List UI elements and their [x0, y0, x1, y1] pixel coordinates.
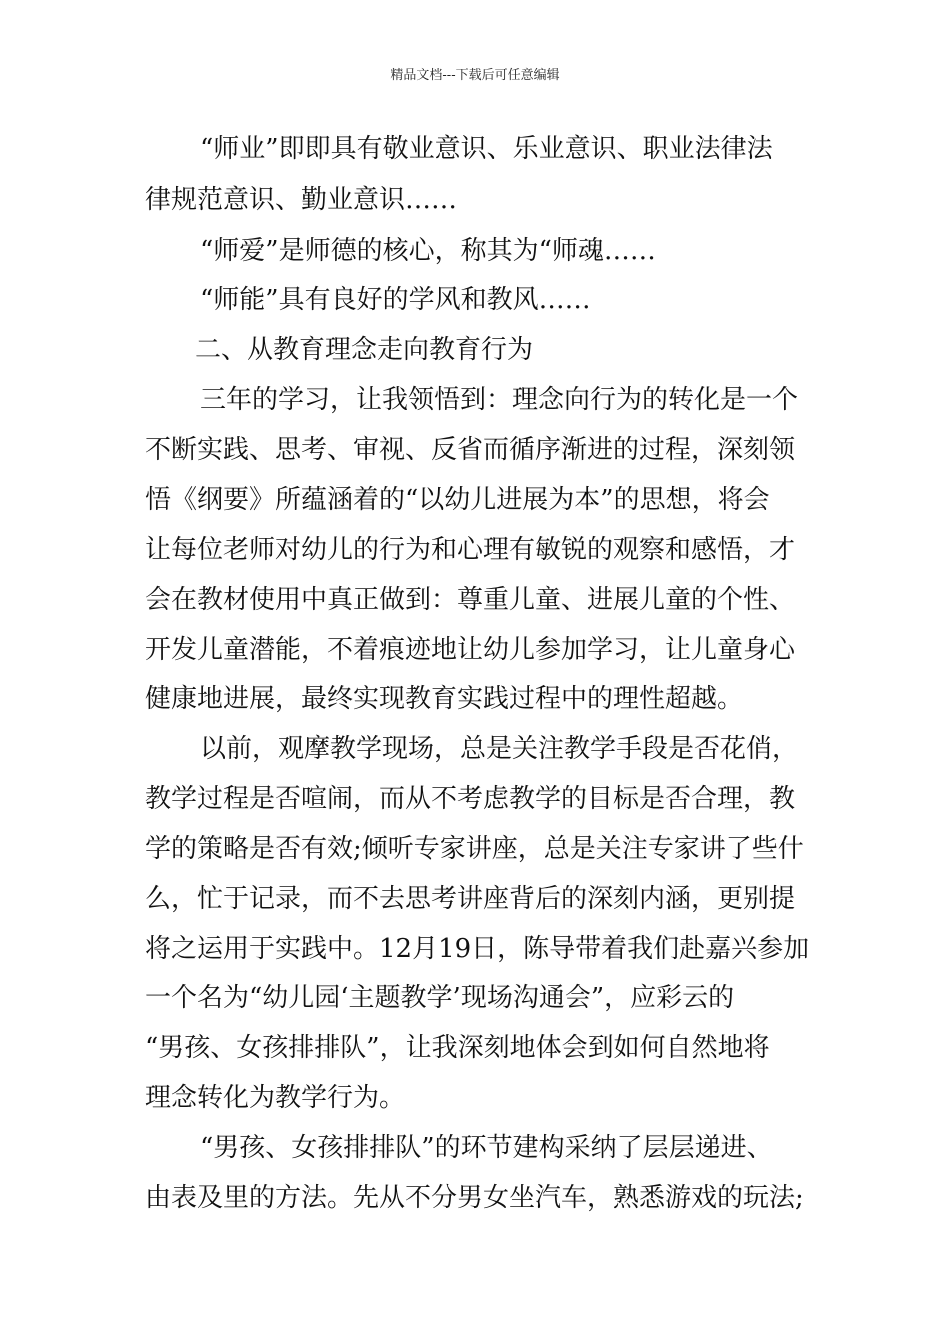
paragraph-line: 么，忙于记录，而不去思考讲座背后的深刻内涵，更别提	[145, 884, 796, 914]
paragraph-line: 以前，观摩教学现场，总是关注教学手段是否花俏，	[200, 734, 799, 764]
paragraph-line: 不断实践、思考、审视、反省而循序渐进的过程，深刻领	[145, 435, 796, 465]
page-header: 精品文档---下载后可任意编辑	[390, 68, 560, 83]
paragraph-line: 开发儿童潜能，不着痕迹地让幼儿参加学习，让儿童身心	[145, 635, 796, 665]
paragraph-line: 会在教材使用中真正做到：尊重儿童、进展儿童的个性、	[145, 585, 796, 615]
paragraph-line: 理念转化为教学行为。	[145, 1083, 406, 1113]
paragraph-line: “男孩、女孩排排队”，让我深刻地体会到如何自然地将	[145, 1033, 770, 1063]
paragraph-line: 一个名为“幼儿园‘主题教学’现场沟通会”，应彩云的	[145, 983, 735, 1013]
paragraph-line: “师能”具有良好的学风和教风……	[200, 285, 591, 315]
paragraph-line: 三年的学习，让我领悟到：理念向行为的转化是一个	[200, 385, 799, 415]
paragraph-line: “师爱”是师德的核心，称其为“师魂……	[200, 236, 656, 266]
paragraph-line: 悟《纲要》所蕴涵着的“以幼儿进展为本”的思想，将会	[145, 485, 770, 515]
paragraph-line: 将之运用于实践中。12月19日，陈导带着我们赴嘉兴参加	[145, 934, 810, 964]
paragraph-line: 健康地进展，最终实现教育实践过程中的理性超越。	[145, 684, 744, 714]
paragraph-line: 律规范意识、勤业意识……	[145, 185, 458, 215]
paragraph-line: “师业”即即具有敬业意识、乐业意识、职业法律法	[200, 134, 773, 164]
paragraph-line: 学的策略是否有效;倾听专家讲座，总是关注专家讲了些什	[145, 834, 804, 864]
paragraph-line: 由表及里的方法。先从不分男女坐汽车，熟悉游戏的玩法;	[145, 1183, 804, 1213]
paragraph-line: “男孩、女孩排排队”的环节建构采纳了层层递进、	[200, 1133, 773, 1163]
paragraph-line: 让每位老师对幼儿的行为和心理有敏锐的观察和感悟，才	[145, 535, 796, 565]
section-heading: 二、从教育理念走向教育行为	[195, 335, 534, 365]
paragraph-line: 教学过程是否喧闹，而从不考虑教学的目标是否合理，教	[145, 784, 796, 814]
